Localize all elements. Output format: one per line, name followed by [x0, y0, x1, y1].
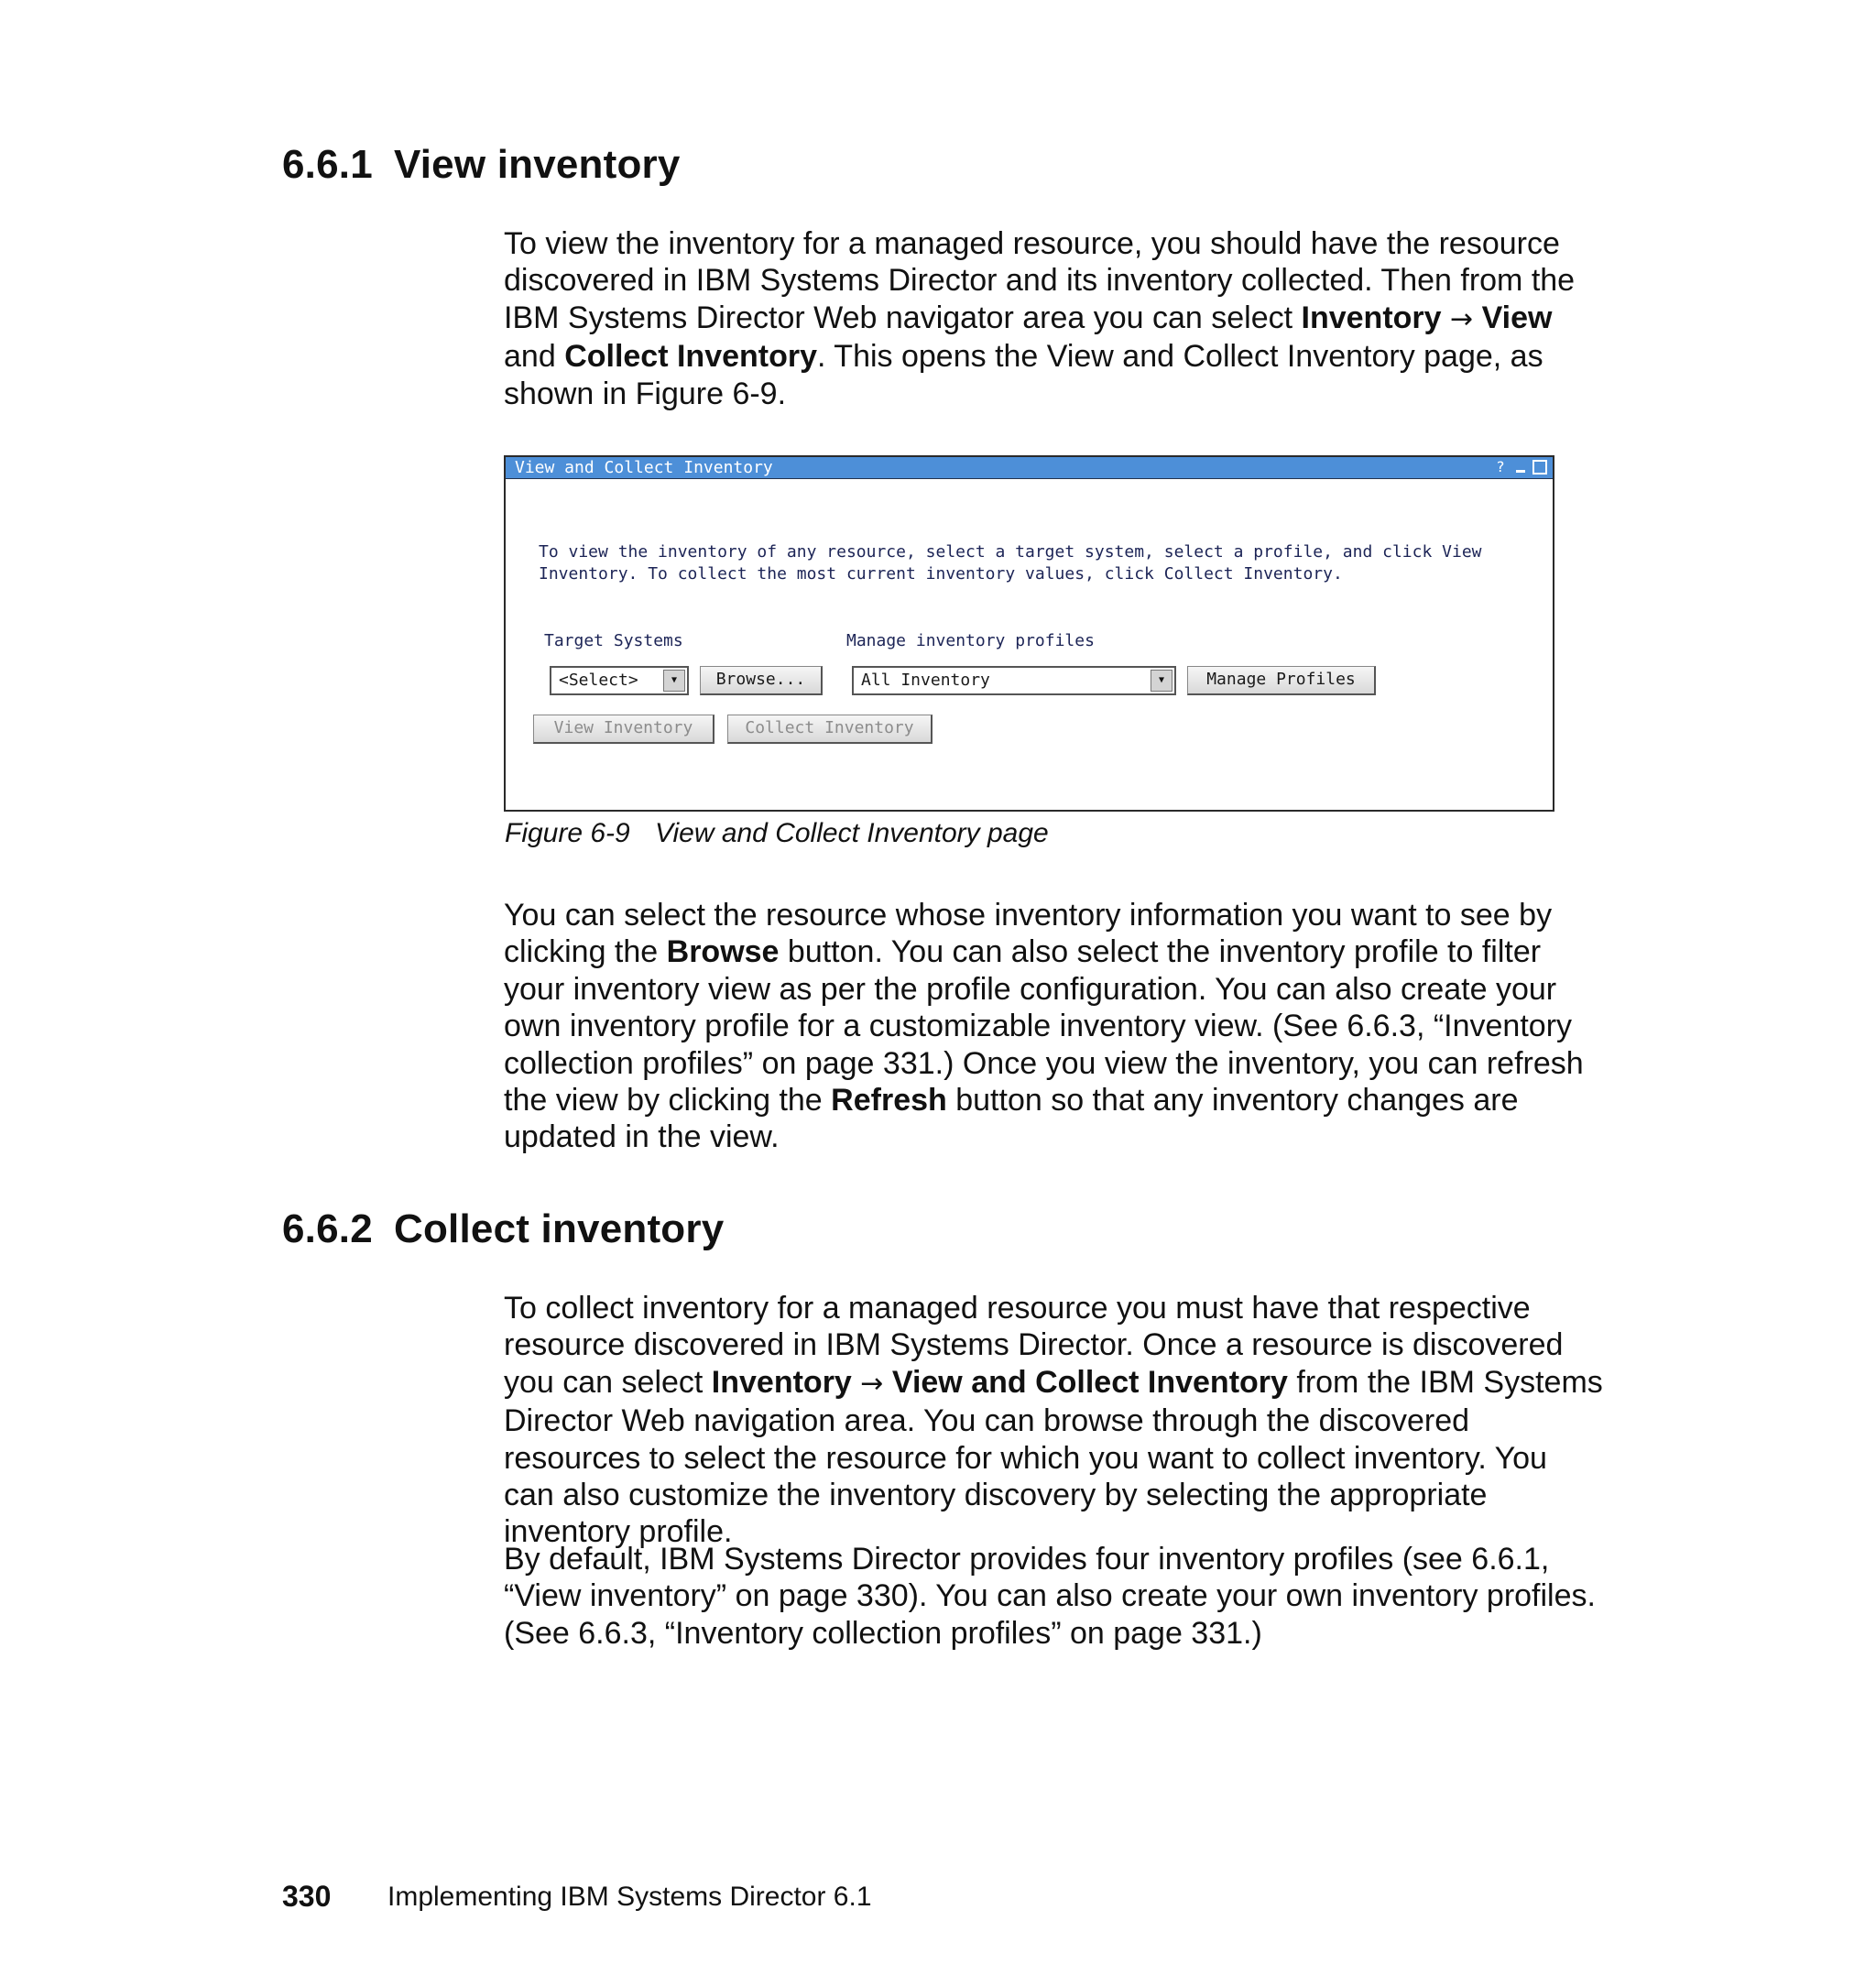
inventory-profile-value: All Inventory [861, 671, 990, 690]
figure-caption-text: View and Collect Inventory page [655, 818, 1049, 848]
chevron-down-icon[interactable]: ▼ [1151, 670, 1172, 692]
bold-text: Inventory [1301, 300, 1442, 335]
browse-button[interactable]: Browse... [700, 666, 823, 695]
section-heading-view-inventory [282, 143, 681, 187]
minimize-icon[interactable] [1512, 459, 1529, 475]
text-run: from the IBM Systems Director Web navigation area. You can browse through the discovered resources to select the resource for which you want to collect inventory. You can also customize the inventory discovery by selecting the appropriate inventory profile. [504, 1364, 1603, 1550]
text-run: button. You can also select the inventory profile to filter your inventory view as per the profile configuration. You can also create your own inventory profile for a customizable inventory view. (See 6.6.3, “Inventory collection profiles” on page 331.) Once you view the inventory, you can refresh the view by clicking the [504, 934, 1584, 1118]
window-title: View and Collect Inventory [515, 458, 773, 477]
text-run: To view the inventory for a managed resource, you should have the resource discovered in IBM Systems Director and its inventory collected. Then from the IBM Systems Director Web navigator area you can select [504, 226, 1576, 335]
minimize-glyph [1512, 459, 1529, 475]
bold-text: View and Collect Inventory [891, 1364, 1288, 1400]
maximize-icon[interactable] [1532, 460, 1547, 475]
arrow-glyph: → [860, 1367, 884, 1400]
text-run: You can select the resource whose inventory information you want to see by clicking the [504, 898, 1553, 970]
collect-inventory-button[interactable]: Collect Inventory [727, 715, 933, 744]
text-run: . This opens the View and Collect Inventory page, as shown in Figure 6-9. [504, 339, 1543, 411]
section-title: View inventory [394, 142, 681, 187]
instructions-text: To view the inventory of any resource, select a target system, select a profile, and click View Inventory. To collect the most current inventory values, click Collect Inventory. [539, 542, 1482, 584]
bold-text: Browse [666, 934, 780, 970]
page-number: 330 [282, 1880, 332, 1913]
bold-text: Collect Inventory [564, 339, 818, 375]
book-title: Implementing IBM Systems Director 6.1 [387, 1882, 872, 1912]
titlebar-icons [1492, 459, 1547, 475]
paragraph-collect-inventory-intro [504, 1290, 1603, 1551]
paragraph-default-profiles: By default, IBM Systems Director provides four inventory profiles (see 6.6.1, “View inventory” on page 330). You can also create your own inventory profiles. (See 6.6.3, “Inventory collection profiles” on page 331.) [504, 1542, 1596, 1651]
text-run: To collect inventory for a managed resource you must have that respective resource discovered in IBM Systems Director. Once a resource is discovered you can select [504, 1291, 1564, 1400]
chevron-down-icon[interactable]: ▼ [663, 670, 685, 692]
window-titlebar [506, 457, 1553, 479]
view-inventory-button[interactable]: View Inventory [533, 715, 714, 744]
figure-caption-label: Figure 6-9 [505, 818, 630, 848]
inventory-profiles-label: Manage inventory profiles [846, 631, 1095, 650]
text-run: button so that any inventory changes are updated in the view. [504, 1083, 1519, 1155]
view-collect-inventory-window [504, 455, 1554, 812]
target-systems-label: Target Systems [544, 631, 683, 650]
help-icon[interactable]: ? [1496, 458, 1505, 475]
figure-caption [505, 818, 1049, 849]
section-number: 6.6.1 [282, 142, 373, 187]
target-system-select[interactable] [550, 666, 689, 695]
bold-text: Inventory [711, 1364, 852, 1400]
paragraph-view-inventory-intro [504, 225, 1603, 412]
manage-profiles-button[interactable]: Manage Profiles [1187, 666, 1376, 695]
arrow-glyph: → [1450, 302, 1474, 335]
bold-text: View [1481, 300, 1553, 335]
section-heading-collect-inventory [282, 1207, 724, 1251]
paragraph-view-inventory-browse [504, 897, 1603, 1156]
target-system-value: <Select> [559, 671, 638, 690]
text-run: and [504, 339, 565, 375]
bold-text: Refresh [831, 1083, 947, 1118]
section-title: Collect inventory [394, 1206, 725, 1251]
section-number: 6.6.2 [282, 1206, 373, 1251]
inventory-profile-select[interactable] [852, 666, 1176, 695]
